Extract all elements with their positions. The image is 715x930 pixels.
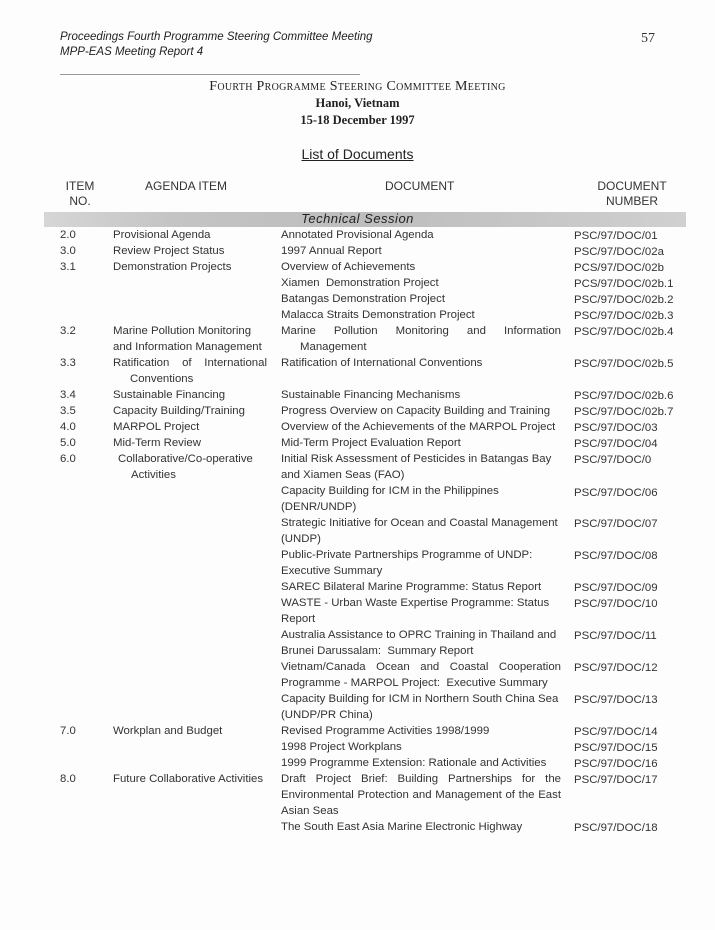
document-title: Sustainable Financing Mechanisms [281,389,461,401]
document-title-line2: Programme - MARPOL Project: Executive Summary [281,677,548,689]
document-title: SAREC Bilateral Marine Programme: Status Report [281,581,542,593]
document-title: 1999 Programme Extension: Rationale and Activities [281,757,547,769]
document-title: Progress Overview on Capacity Building and Training [281,405,551,417]
agenda-item-line1: Collaborative/Co-operative [118,453,253,465]
col-header-item-no [60,179,100,209]
item-no: 3.5 [60,405,76,417]
document-number: PSC/97/DOC/02b.2 [574,294,674,306]
document-title-text: Vietnam/Canada Ocean and Coastal Cooperation [281,661,561,673]
document-number: PSC/97/DOC/16 [574,758,658,770]
meeting-dates: 15-18 December 1997 [300,113,415,127]
document-title: The South East Asia Marine Electronic Highway [281,821,523,833]
document-number: PSC/97/DOC/02b.7 [574,406,674,418]
document-number: PSC/97/DOC/08 [574,550,658,562]
document-number: PSC/97/DOC/0 [574,454,652,466]
col-header-document: DOCUMENT [385,179,455,193]
document-title-text: Environmental Protection and Management of the East [281,789,561,801]
document-number: PSC/97/DOC/18 [574,822,658,834]
running-header-report: MPP-EAS Meeting Report 4 [60,46,204,58]
document-title-line2: Report [281,613,316,625]
list-heading: List of Documents [301,146,414,162]
document-title-line2: Management [300,341,367,353]
agenda-item: Future Collaborative Activities [113,773,264,785]
document-title: Overview of Achievements [281,261,416,273]
running-header-title: Proceedings Fourth Programme Steering Committee Meeting [60,31,373,43]
item-no: 2.0 [60,229,76,241]
agenda-item: MARPOL Project [113,421,200,433]
document-title-line1: Capacity Building for ICM in the Philippines [281,485,499,497]
item-no: 3.3 [60,357,76,369]
document-number: PSC/97/DOC/02b.3 [574,310,674,322]
document-title-line1: Capacity Building for ICM in Northern South China Sea [281,693,559,705]
document-title: Annotated Provisional Agenda [281,229,434,241]
document-title-line2 [281,787,561,803]
document-number: PSC/97/DOC/07 [574,518,658,530]
item-no: 4.0 [60,421,76,433]
document-number: PSC/97/DOC/15 [574,742,658,754]
agenda-item-line2: Activities [131,469,176,481]
agenda-item-line2: Conventions [130,373,194,385]
document-title: 1998 Project Workplans [281,741,402,753]
document-number: PSC/97/DOC/06 [574,487,658,499]
item-no: 7.0 [60,725,76,737]
col-header-item-no-line2: NO. [69,194,91,208]
agenda-item: Capacity Building/Training [113,405,245,417]
col-header-document-number [594,179,670,209]
document-number: PSC/97/DOC/10 [574,598,658,610]
document-title-line1: Public-Private Partnerships Programme of UNDP: [281,549,533,561]
document-title: Malacca Straits Demonstration Project [281,309,475,321]
col-header-doc-number-line2: NUMBER [605,194,658,208]
document-title-line2: (DENR/UNDP) [281,501,357,513]
document-title-line2: (UNDP/PR China) [281,709,373,721]
document-number: PSC/97/DOC/04 [574,438,658,450]
agenda-item: Review Project Status [113,245,225,257]
item-no: 3.1 [60,261,76,273]
col-header-item-no-line1: ITEM [65,179,95,193]
document-number: PCS/97/DOC/02b [574,262,664,274]
document-number: PSC/97/DOC/03 [574,422,658,434]
agenda-item: Mid-Term Review [113,437,201,449]
agenda-item-line2: and Information Management [113,341,262,353]
document-number: PSC/97/DOC/14 [574,726,658,738]
document-number: PSC/97/DOC/12 [574,662,658,674]
document-title-text: Draft Project Brief: Building Partnerships for the [281,773,561,785]
meeting-location: Hanoi, Vietnam [315,96,400,110]
agenda-item-text: Ratification of International [113,357,267,369]
document-number: PSC/97/DOC/13 [574,694,658,706]
document-title-line1 [281,323,561,339]
agenda-item-line1: Marine Pollution Monitoring [113,325,252,337]
item-no: 8.0 [60,773,76,785]
item-no: 3.4 [60,389,76,401]
agenda-item: Demonstration Projects [113,261,232,273]
session-label: Technical Session [301,211,414,226]
document-number: PSC/97/DOC/09 [574,582,658,594]
document-title: Ratification of International Conventions [281,357,483,369]
document-title-line1: Strategic Initiative for Ocean and Coastal Management [281,517,558,529]
document-title: Batangas Demonstration Project [281,293,445,305]
document-title-line1: WASTE - Urban Waste Expertise Programme: Status [281,597,550,609]
item-no: 6.0 [60,453,76,465]
document-number: PSC/97/DOC/17 [574,774,658,786]
document-number: PSC/97/DOC/02a [574,246,664,258]
document-title-line1 [281,771,561,787]
item-no: 3.0 [60,245,76,257]
agenda-item-line1 [113,355,267,371]
header-divider [60,74,360,75]
agenda-item: Workplan and Budget [113,725,223,737]
document-number: PSC/97/DOC/01 [574,230,658,242]
meeting-title: Fourth Programme Steering Committee Meeting [209,79,506,94]
document-number: PCS/97/DOC/02b.1 [574,278,674,290]
page-number: 57 [641,31,655,46]
col-header-agenda-item: AGENDA ITEM [145,179,228,193]
document-title: Xiamen Demonstration Project [281,277,439,289]
document-number: PSC/97/DOC/11 [574,630,657,642]
document-title: Mid-Term Project Evaluation Report [281,437,461,449]
document-title: 1997 Annual Report [281,245,382,257]
document-title-line3: Asian Seas [281,805,339,817]
document-title: Overview of the Achievements of the MARPOL Project [281,421,556,433]
item-no: 5.0 [60,437,76,449]
document-title-line2: Executive Summary [281,565,383,577]
document-title: Revised Programme Activities 1998/1999 [281,725,490,737]
document-title-line1 [281,659,561,675]
document-title-text: Marine Pollution Monitoring and Information [281,325,561,337]
agenda-item: Provisional Agenda [113,229,211,241]
item-no: 3.2 [60,325,76,337]
document-number: PSC/97/DOC/02b.4 [574,326,674,338]
agenda-item: Sustainable Financing [113,389,226,401]
document-number: PSC/97/DOC/02b.6 [574,390,674,402]
document-title-line1: Australia Assistance to OPRC Training in Thailand and [281,629,557,641]
document-title-line1: Initial Risk Assessment of Pesticides in Batangas Bay [281,453,552,465]
document-title-line2: (UNDP) [281,533,321,545]
col-header-doc-number-line1: DOCUMENT [597,179,667,193]
document-title-line2: Brunei Darussalam: Summary Report [281,645,474,657]
document-number: PSC/97/DOC/02b.5 [574,358,674,370]
document-title-line2: and Xiamen Seas (FAO) [281,469,405,481]
